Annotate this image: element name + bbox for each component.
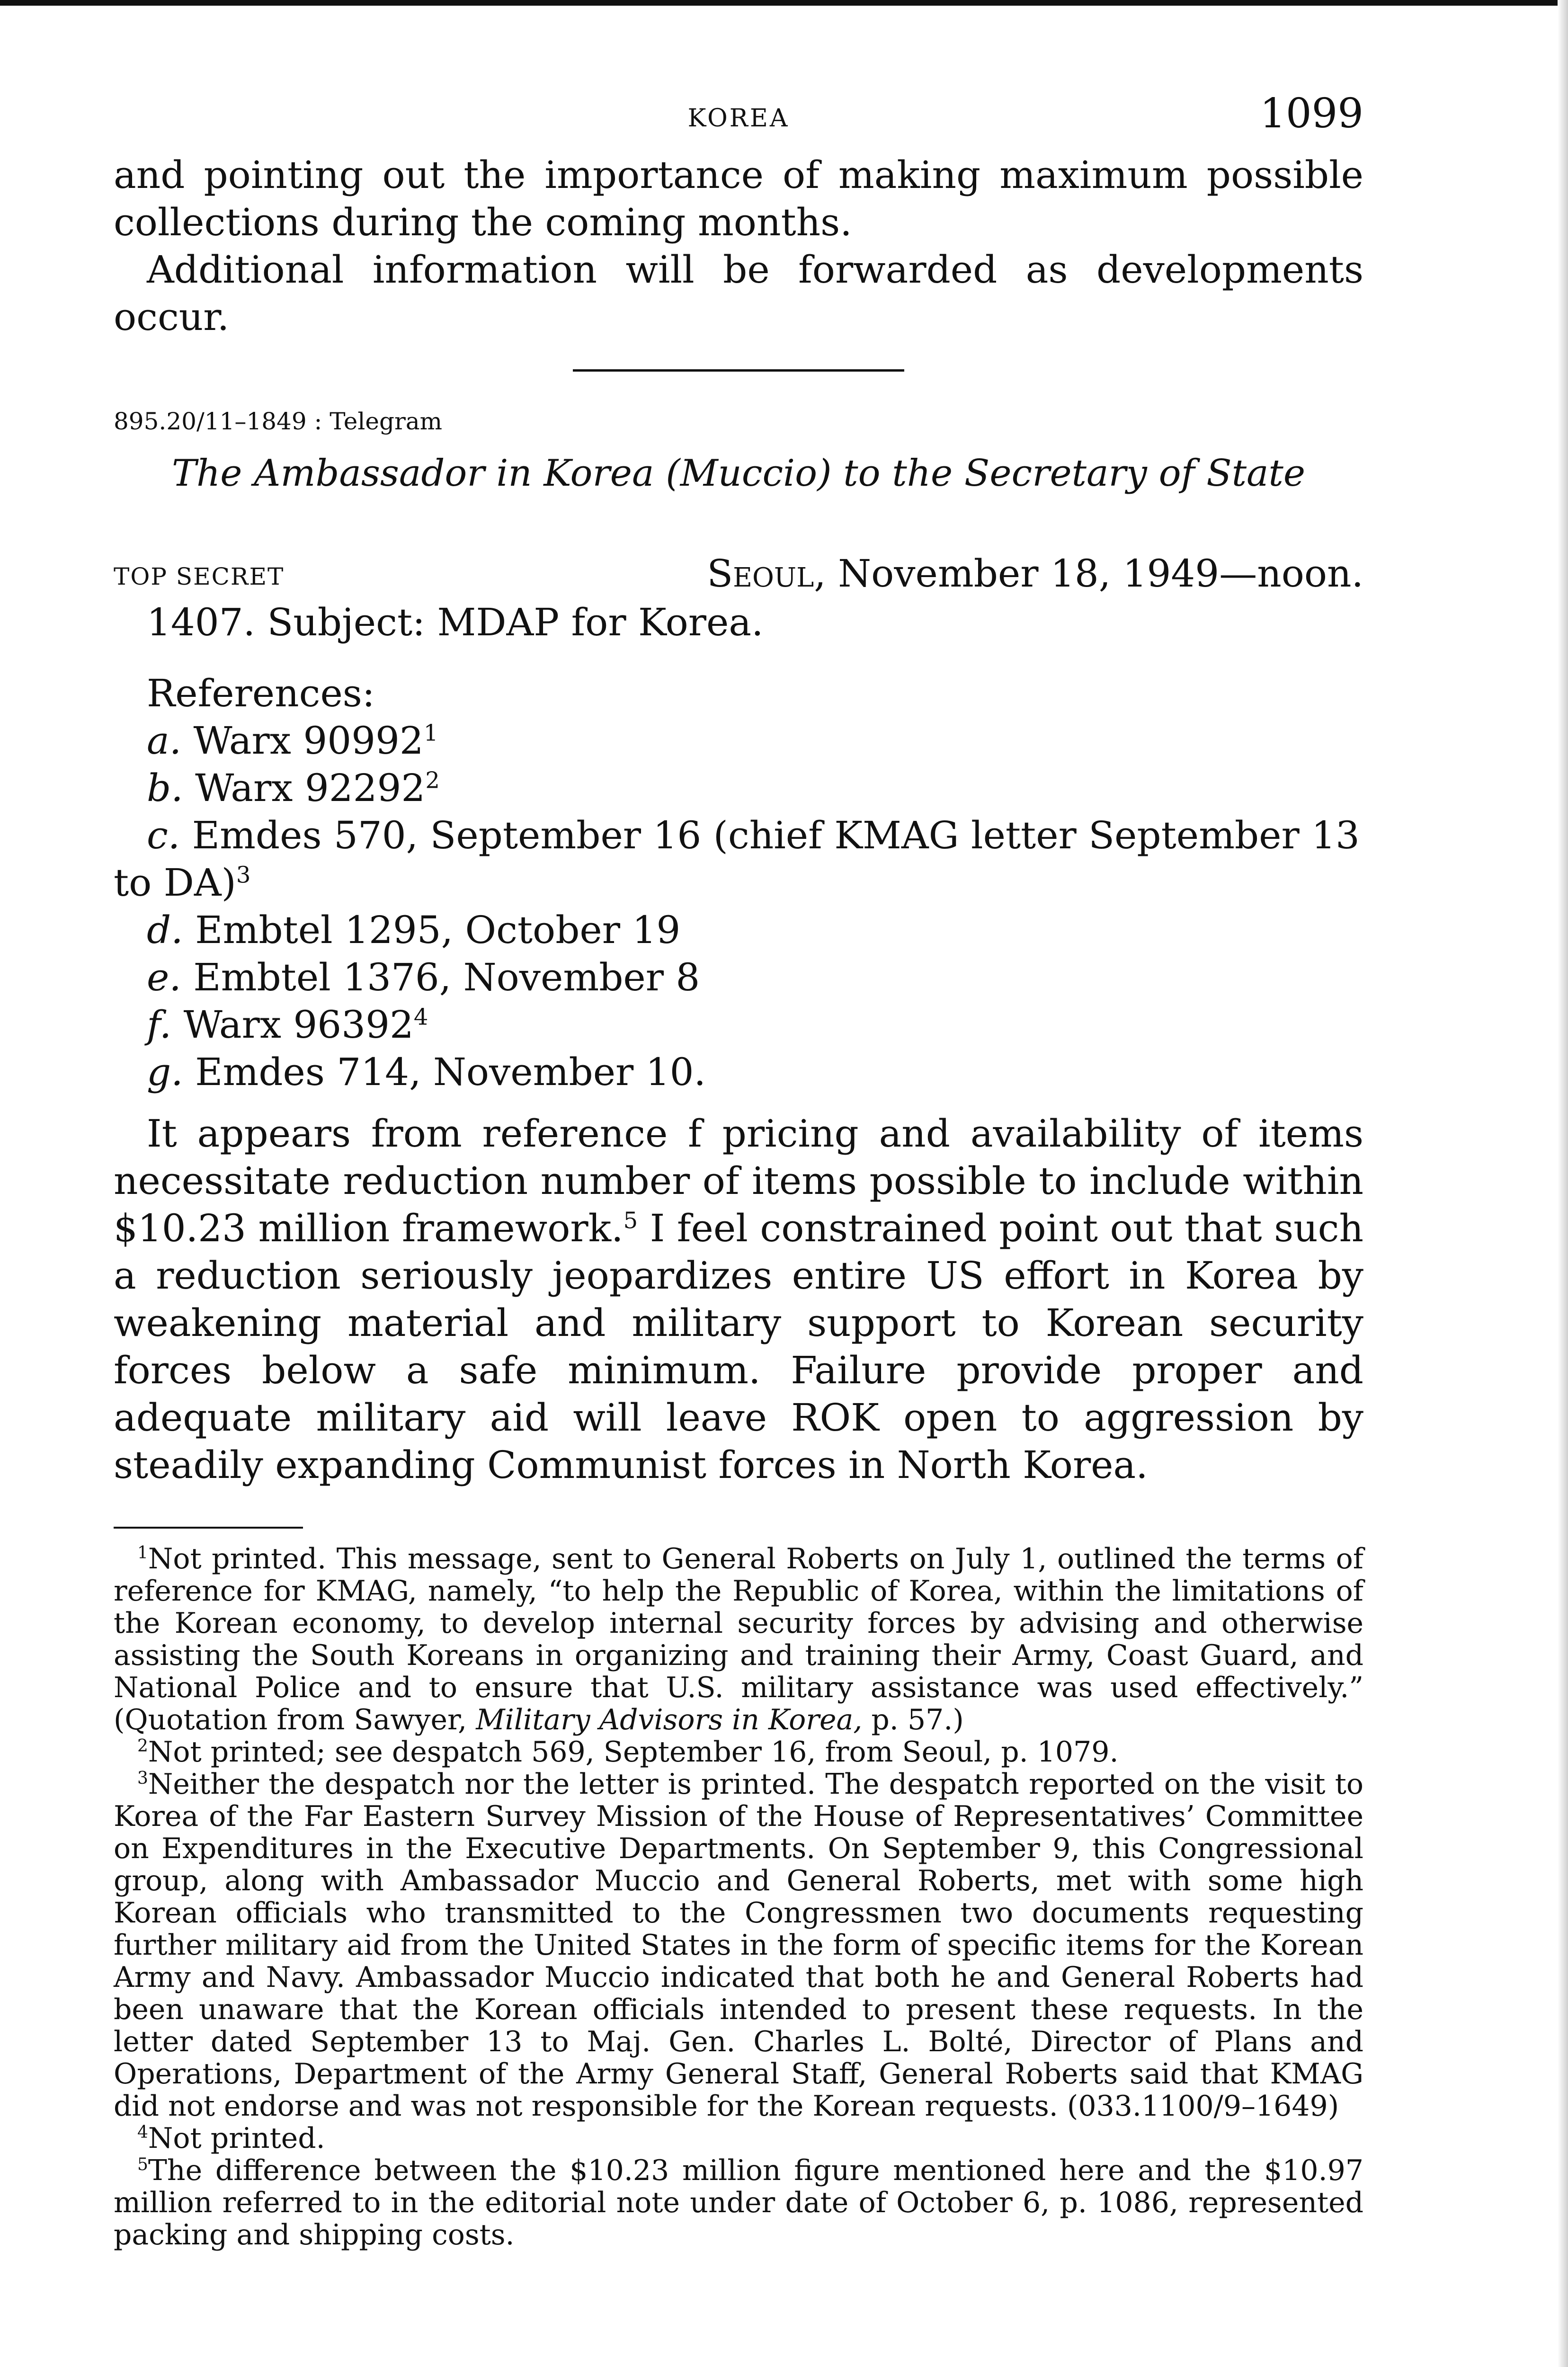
reference-label: b. bbox=[147, 766, 183, 810]
reference-label: f. bbox=[147, 1003, 172, 1047]
list-item bbox=[147, 717, 1363, 765]
reference-label: e. bbox=[147, 955, 181, 999]
reference-text: Warx 96392 bbox=[171, 1003, 414, 1047]
footnote-text: Not printed. This message, sent to General Roberts on July 1, outlined the terms of reference for KMAG, namely, “to help the Republic of Korea, within the limitations of the Korean economy, to develop internal security forces by advising and otherwise assisting the South Koreans in organizing and training their Army, Coast Guard, and National Police and to ensure that U.S. military assistance was used effectively.” (Quotation from Sawyer, bbox=[114, 1542, 1363, 1736]
body-text-continued: I feel constrained point out that such a reduction seriously jeopardizes entire US effort in Korea by weakening material and military support to Korean security forces below a safe minimum. Failure provide proper and adequate military aid will leave ROK open to aggression by steadily expanding Communist forces in North Korea. bbox=[114, 1206, 1363, 1487]
reference-text: Embtel 1376, November 8 bbox=[181, 955, 700, 999]
list-item bbox=[147, 765, 1363, 812]
section-divider bbox=[573, 369, 904, 372]
scan-top-border bbox=[0, 0, 1568, 6]
page-number: 1099 bbox=[1260, 90, 1363, 137]
footnote-text: The difference between the $10.23 million figure mentioned here and the $10.97 million referred to in the editorial note under date of October 6, p. 1086, represented packing and shipping costs. bbox=[114, 2154, 1363, 2251]
reference-text: Warx 90992 bbox=[181, 719, 424, 763]
footnote-text: Not printed. bbox=[148, 2122, 325, 2155]
classification-line bbox=[114, 552, 1363, 599]
footnote-ref: 5 bbox=[623, 1207, 638, 1234]
footnote-4 bbox=[114, 2122, 1363, 2154]
footnote-mark: 3 bbox=[137, 1769, 148, 1788]
references-heading: References: bbox=[147, 671, 375, 715]
footnote-1 bbox=[114, 1543, 1363, 1736]
reference-text: Embtel 1295, October 19 bbox=[183, 908, 681, 952]
document-title: The Ambassador in Korea (Muccio) to the Secretary of State bbox=[171, 452, 1306, 495]
footnote-ref: 1 bbox=[423, 720, 438, 747]
footnotes bbox=[114, 1543, 1363, 2251]
file-number: 895.20/11–1849 : Telegram bbox=[114, 408, 443, 435]
place: Seoul, bbox=[707, 552, 826, 596]
footnote-citation: Military Advisors in Korea, bbox=[476, 1703, 863, 1736]
page-header bbox=[114, 90, 1363, 151]
footnote-ref: 2 bbox=[425, 767, 440, 794]
footnote-divider bbox=[114, 1527, 303, 1529]
footnote-2 bbox=[114, 1736, 1363, 1768]
continuation-paragraph: and pointing out the importance of making maximum possible collections during the coming months. bbox=[114, 153, 1363, 244]
list-item bbox=[147, 1049, 1363, 1096]
footnote-mark: 4 bbox=[137, 2123, 148, 2142]
subject-line: 1407. Subject: MDAP for Korea. bbox=[147, 600, 764, 644]
footnote-mark: 1 bbox=[137, 1543, 148, 1563]
dateline bbox=[707, 552, 1363, 596]
reference-text: Emdes 714, November 10. bbox=[183, 1050, 706, 1094]
reference-label: g. bbox=[147, 1050, 183, 1094]
reference-label: a. bbox=[147, 719, 182, 763]
footnote-text: Not printed; see despatch 569, September 16, from Seoul, p. 1079. bbox=[148, 1735, 1119, 1769]
document-page bbox=[114, 90, 1363, 2251]
list-item bbox=[147, 954, 1363, 1001]
footnote-5 bbox=[114, 2154, 1363, 2251]
references-list bbox=[114, 670, 1363, 1096]
body-paragraph bbox=[114, 1110, 1363, 1489]
running-head: KOREA bbox=[687, 104, 790, 133]
spacer bbox=[114, 1096, 1363, 1110]
body-text: It appears from reference f pricing and availability of items necessitate reduction number of items possible to include within $10.23 million framework. bbox=[114, 1112, 1363, 1250]
reference-label: c. bbox=[147, 813, 180, 857]
date: November 18, 1949—noon. bbox=[826, 552, 1363, 596]
list-item bbox=[114, 812, 1363, 907]
reference-text: Emdes 570, September 16 (chief KMAG letter September 13 to DA) bbox=[114, 813, 1360, 905]
footnote-mark: 5 bbox=[137, 2155, 148, 2174]
reference-text: Warx 92292 bbox=[183, 766, 426, 810]
footnote-ref: 3 bbox=[236, 862, 251, 889]
scan-right-edge bbox=[1558, 0, 1568, 2367]
footnote-ref: 4 bbox=[413, 1004, 428, 1031]
continuation-closing: Additional information will be forwarded as developments occur. bbox=[114, 248, 1363, 339]
footnote-text: Neither the despatch nor the letter is printed. The despatch reported on the visit to Korea of the Far Eastern Survey Mission of the House of Representatives’ Committee on Expenditures in the Executive Departments. On September 9, this Congressional group, along with Ambassador Muccio and General Roberts, met with some high Korean officials who transmitted to the Congressmen two documents requesting further military aid from the United States in the form of specific items for the Korean Army and Navy. Ambassador Muccio indicated that both he and General Roberts had been unaware that the Korean officials intended to present these requests. In the letter dated September 13 to Maj. Gen. Charles L. Bolté, Director of Plans and Operations, Department of the Army General Staff, General Roberts said that KMAG did not endorse and was not responsible for the Korean requests. (033.1100/9–1649) bbox=[114, 1768, 1363, 2123]
footnote-text-end: p. 57.) bbox=[862, 1703, 964, 1736]
classification: TOP SECRET bbox=[114, 563, 285, 590]
list-item bbox=[147, 1001, 1363, 1049]
reference-label: d. bbox=[147, 908, 183, 952]
footnote-3 bbox=[114, 1768, 1363, 2122]
list-item bbox=[147, 907, 1363, 954]
footnote-mark: 2 bbox=[137, 1736, 148, 1756]
